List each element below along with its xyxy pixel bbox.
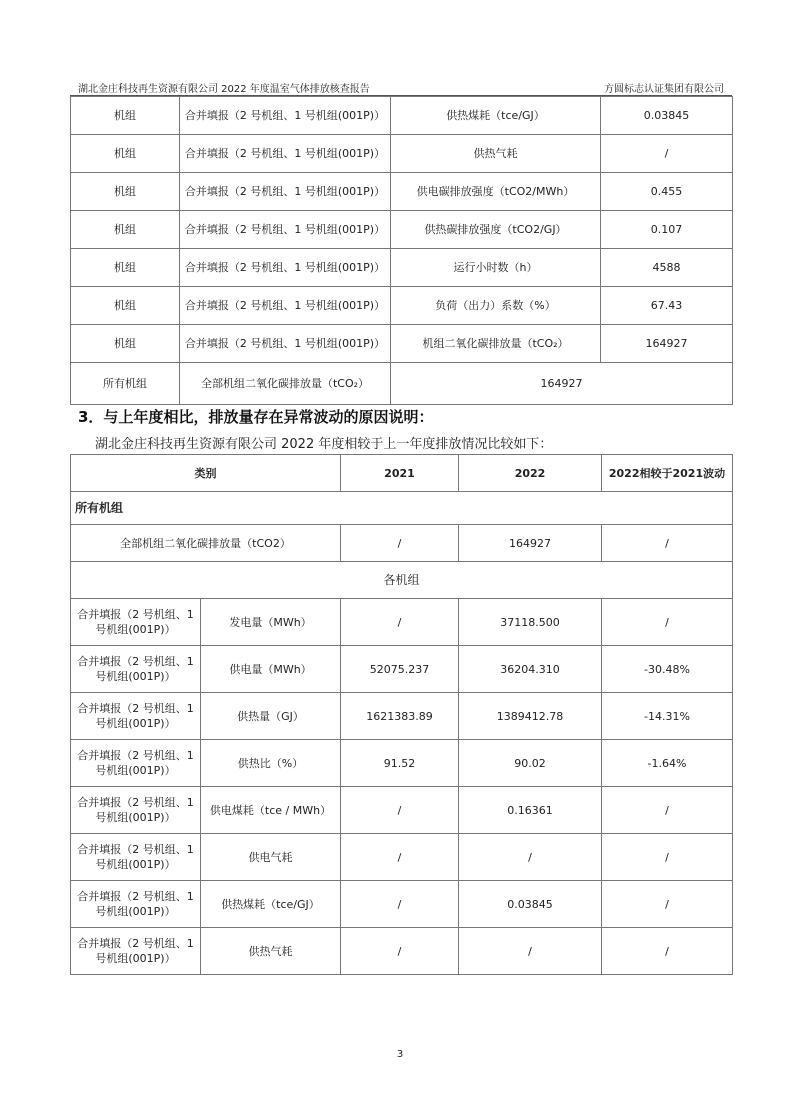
unit-data-row — [71, 287, 733, 325]
metric-cell: 供热量（GJ） — [201, 693, 341, 740]
comparison-row — [71, 646, 733, 693]
unit-name-cell: 合并填报（2 号机组、1 号机组(001P)） — [71, 881, 201, 928]
value-2021-cell: / — [341, 599, 459, 646]
total-label: 全部机组二氧化碳排放量（tCO2） — [71, 525, 341, 562]
section-heading: 3．与上年度相比，排放量存在异常波动的原因说明： — [78, 408, 434, 426]
value-2022-cell: 36204.310 — [459, 646, 602, 693]
total-change: / — [602, 525, 733, 562]
unit-name-cell: 合并填报（2 号机组、1 号机组(001P)） — [71, 646, 201, 693]
unit-name-cell: 合并填报（2 号机组、1 号机组(001P)） — [71, 740, 201, 787]
total-label-cell: 全部机组二氧化碳排放量（tCO₂） — [180, 363, 391, 405]
unit-type-cell: 机组 — [71, 211, 180, 249]
indicator-cell: 供热碳排放强度（tCO2/GJ） — [391, 211, 601, 249]
header-left: 湖北金庄科技再生资源有限公司 2022 年度温室气体排放核查报告 — [78, 84, 370, 95]
comparison-table — [70, 454, 733, 975]
change-cell: / — [602, 928, 733, 975]
unit-data-row — [71, 173, 733, 211]
all-units-total-row — [71, 363, 733, 405]
metric-cell: 供电气耗 — [201, 834, 341, 881]
value-cell: 0.107 — [601, 211, 733, 249]
metric-cell: 供热气耗 — [201, 928, 341, 975]
indicator-cell: 供热煤耗（tce/GJ） — [391, 97, 601, 135]
change-cell: / — [602, 787, 733, 834]
sub-group-label: 各机组 — [71, 562, 733, 599]
unit-name-cell: 合并填报（2 号机组、1 号机组(001P)） — [71, 834, 201, 881]
indicator-cell: 负荷（出力）系数（%） — [391, 287, 601, 325]
unit-data-table — [70, 96, 733, 405]
value-2021-cell: / — [341, 834, 459, 881]
unit-data-row — [71, 249, 733, 287]
metric-cell: 供电煤耗（tce / MWh） — [201, 787, 341, 834]
unit-type-cell: 机组 — [71, 287, 180, 325]
change-cell: -14.31% — [602, 693, 733, 740]
metric-cell: 发电量（MWh） — [201, 599, 341, 646]
unit-name-cell: 合并填报（2 号机组、1 号机组(001P)） — [180, 97, 391, 135]
comparison-row — [71, 834, 733, 881]
metric-cell: 供热比（%） — [201, 740, 341, 787]
total-emission-row — [71, 525, 733, 562]
comparison-row — [71, 740, 733, 787]
indicator-cell: 供电碳排放强度（tCO2/MWh） — [391, 173, 601, 211]
unit-name-cell: 合并填报（2 号机组、1 号机组(001P)） — [71, 693, 201, 740]
unit-name-cell: 合并填报（2 号机组、1 号机组(001P)） — [71, 599, 201, 646]
value-2022-cell: 0.03845 — [459, 881, 602, 928]
value-cell: / — [601, 135, 733, 173]
total-value-cell: 164927 — [391, 363, 733, 405]
value-2021-cell: 1621383.89 — [341, 693, 459, 740]
value-2022-cell: 0.16361 — [459, 787, 602, 834]
unit-data-row — [71, 211, 733, 249]
metric-cell: 供热煤耗（tce/GJ） — [201, 881, 341, 928]
unit-type-cell: 机组 — [71, 173, 180, 211]
unit-name-cell: 合并填报（2 号机组、1 号机组(001P)） — [180, 135, 391, 173]
header-2021: 2021 — [341, 455, 459, 492]
value-cell: 67.43 — [601, 287, 733, 325]
page-number: 3 — [396, 1049, 404, 1060]
change-cell: / — [602, 881, 733, 928]
value-2021-cell: / — [341, 881, 459, 928]
comparison-row — [71, 928, 733, 975]
unit-name-cell: 合并填报（2 号机组、1 号机组(001P)） — [71, 928, 201, 975]
value-cell: 4588 — [601, 249, 733, 287]
total-2021: / — [341, 525, 459, 562]
unit-data-row — [71, 325, 733, 363]
value-2021-cell: / — [341, 787, 459, 834]
comparison-row — [71, 787, 733, 834]
unit-name-cell: 合并填报（2 号机组、1 号机组(001P)） — [180, 249, 391, 287]
value-2021-cell: 91.52 — [341, 740, 459, 787]
value-2022-cell: 37118.500 — [459, 599, 602, 646]
unit-name-cell: 合并填报（2 号机组、1 号机组(001P)） — [180, 325, 391, 363]
change-cell: -1.64% — [602, 740, 733, 787]
indicator-cell: 供热气耗 — [391, 135, 601, 173]
unit-name-cell: 合并填报（2 号机组、1 号机组(001P)） — [180, 287, 391, 325]
value-2022-cell: / — [459, 834, 602, 881]
group-label-all-units: 所有机组 — [71, 492, 733, 525]
value-2021-cell: / — [341, 928, 459, 975]
unit-type-cell: 机组 — [71, 325, 180, 363]
value-2022-cell: 90.02 — [459, 740, 602, 787]
value-cell: 164927 — [601, 325, 733, 363]
value-cell: 0.03845 — [601, 97, 733, 135]
unit-data-row — [71, 97, 733, 135]
comparison-row — [71, 693, 733, 740]
header-category: 类别 — [71, 455, 341, 492]
comparison-row — [71, 599, 733, 646]
unit-data-row — [71, 135, 733, 173]
group-row-all-units — [71, 492, 733, 525]
value-2022-cell: 1389412.78 — [459, 693, 602, 740]
section-intro: 湖北金庄科技再生资源有限公司 2022 年度相较于上一年度排放情况比较如下： — [95, 437, 553, 452]
unit-type-cell: 机组 — [71, 249, 180, 287]
comparison-header-row — [71, 455, 733, 492]
sub-group-row — [71, 562, 733, 599]
change-cell: / — [602, 834, 733, 881]
unit-type-cell: 机组 — [71, 135, 180, 173]
all-units-cell: 所有机组 — [71, 363, 180, 405]
value-2022-cell: / — [459, 928, 602, 975]
header-right: 方圆标志认证集团有限公司 — [604, 84, 724, 95]
metric-cell: 供电量（MWh） — [201, 646, 341, 693]
value-2021-cell: 52075.237 — [341, 646, 459, 693]
header-2022: 2022 — [459, 455, 602, 492]
indicator-cell: 机组二氧化碳排放量（tCO₂） — [391, 325, 601, 363]
total-2022: 164927 — [459, 525, 602, 562]
change-cell: -30.48% — [602, 646, 733, 693]
unit-name-cell: 合并填报（2 号机组、1 号机组(001P)） — [71, 787, 201, 834]
indicator-cell: 运行小时数（h） — [391, 249, 601, 287]
header-change: 2022相较于2021波动 — [602, 455, 733, 492]
unit-name-cell: 合并填报（2 号机组、1 号机组(001P)） — [180, 173, 391, 211]
comparison-row — [71, 881, 733, 928]
value-cell: 0.455 — [601, 173, 733, 211]
unit-type-cell: 机组 — [71, 97, 180, 135]
unit-name-cell: 合并填报（2 号机组、1 号机组(001P)） — [180, 211, 391, 249]
change-cell: / — [602, 599, 733, 646]
